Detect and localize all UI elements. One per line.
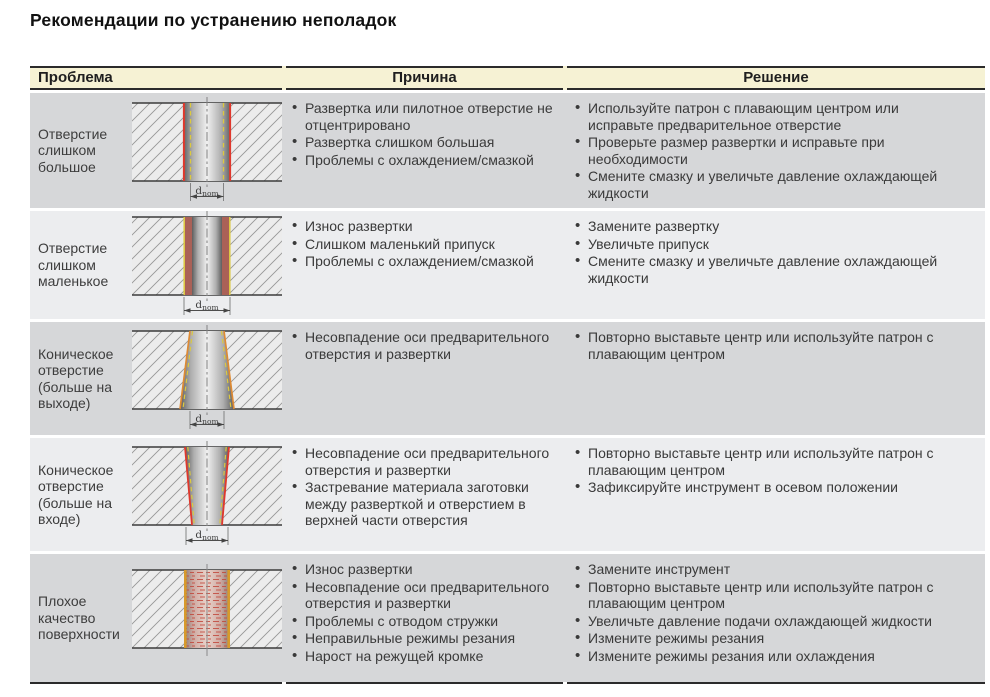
solution-item: • Замените инструмент	[573, 561, 961, 578]
cause-cell	[286, 438, 563, 551]
problem-cell	[30, 93, 282, 208]
solution-cell	[567, 211, 985, 319]
cause-list	[290, 561, 555, 664]
solution-item: • Увеличьте давление подачи охлаждающей жидкости	[573, 613, 961, 630]
cause-item: • Несовпадение оси предварительного отверстия и развертки	[290, 579, 555, 612]
cause-cell	[286, 93, 563, 208]
solution-cell	[567, 322, 985, 435]
svg-text:dnom: $d_{nom}$	[195, 412, 219, 426]
cause-cell	[286, 322, 563, 435]
solution-cell	[567, 438, 985, 551]
table-header-row	[30, 66, 985, 90]
hole-cross-section-diagram	[132, 97, 282, 205]
table-row	[30, 322, 985, 435]
solution-item: • Повторно выставьте центр или используйте патрон с плавающим центром	[573, 329, 961, 362]
svg-text:dnom: $d_{nom}$	[195, 184, 219, 198]
column-header-problem: Проблема	[30, 66, 282, 90]
solution-list	[573, 445, 961, 496]
hole-cross-section-diagram	[132, 211, 282, 319]
table-body	[30, 93, 985, 682]
table-row	[30, 554, 985, 682]
cause-item: • Износ развертки	[290, 218, 555, 235]
cause-item: • Нарост на режущей кромке	[290, 648, 555, 665]
svg-text:dnom: $d_{nom}$	[195, 528, 219, 542]
solution-item: • Измените режимы резания или охлаждения	[573, 648, 961, 665]
solution-item: • Замените развертку	[573, 218, 961, 235]
hole-cross-section-diagram	[132, 564, 282, 672]
solution-cell	[567, 554, 985, 682]
cause-item: • Развертка или пилотное отверстие не отцентрировано	[290, 100, 555, 133]
column-header-cause: Причина	[286, 66, 563, 90]
solution-item: • Повторно выставьте центр или используйте патрон с плавающим центром	[573, 579, 961, 612]
cause-list	[290, 329, 555, 362]
solution-list	[573, 561, 961, 664]
column-header-solution: Решение	[567, 66, 985, 90]
cause-list	[290, 218, 555, 270]
solution-item: • Измените режимы резания	[573, 630, 961, 647]
solution-list	[573, 329, 961, 362]
cause-item: • Несовпадение оси предварительного отверстия и развертки	[290, 445, 555, 478]
cause-list	[290, 445, 555, 529]
cause-cell	[286, 554, 563, 682]
bottom-border-segment	[30, 682, 282, 684]
cause-cell	[286, 211, 563, 319]
solution-list	[573, 100, 961, 201]
cause-item: • Неправильные режимы резания	[290, 630, 555, 647]
table-row	[30, 93, 985, 208]
cause-item: • Износ развертки	[290, 561, 555, 578]
problem-label: Коническое отверстие (больше на входе)	[38, 461, 114, 528]
problem-label: Отверстие слишком маленькое	[38, 240, 109, 290]
cause-item: • Проблемы с охлаждением/смазкой	[290, 253, 555, 270]
cause-item: • Проблемы с отводом стружки	[290, 613, 555, 630]
problem-cell	[30, 322, 282, 435]
problem-label: Плохое качество поверхности	[38, 593, 120, 643]
bottom-border-segment	[567, 682, 985, 684]
cause-item: • Слишком маленький припуск	[290, 236, 555, 253]
solution-item: • Смените смазку и увеличьте давление охлаждающей жидкости	[573, 168, 961, 201]
problem-cell	[30, 554, 282, 682]
page-title: Рекомендации по устранению неполадок	[30, 10, 397, 30]
cause-list	[290, 100, 555, 168]
solution-item: • Повторно выставьте центр или используйте патрон с плавающим центром	[573, 445, 961, 478]
problem-label: Отверстие слишком большое	[38, 125, 108, 175]
table-row	[30, 438, 985, 551]
solution-item: • Проверьте размер развертки и исправьте при необходимости	[573, 134, 961, 167]
solution-item: • Используйте патрон с плавающим центром или исправьте предварительное отверстие	[573, 100, 961, 133]
solution-item: • Увеличьте припуск	[573, 236, 961, 253]
problem-cell	[30, 438, 282, 551]
bottom-border-segment	[286, 682, 563, 684]
cause-item: • Несовпадение оси предварительного отверстия и развертки	[290, 329, 555, 362]
cause-item: • Проблемы с охлаждением/смазкой	[290, 152, 555, 169]
solution-item: • Зафиксируйте инструмент в осевом положении	[573, 479, 961, 496]
solution-item: • Смените смазку и увеличьте давление охлаждающей жидкости	[573, 253, 961, 286]
problem-cell	[30, 211, 282, 319]
solution-list	[573, 218, 961, 286]
svg-text:dnom: $d_{nom}$	[195, 299, 219, 313]
problem-label: Коническое отверстие (больше на выходе)	[38, 345, 114, 412]
hole-cross-section-diagram	[132, 325, 282, 433]
solution-cell	[567, 93, 985, 208]
cause-item: • Развертка слишком большая	[290, 134, 555, 151]
table-bottom-border	[30, 682, 985, 684]
troubleshooting-table	[30, 66, 985, 684]
hole-cross-section-diagram	[132, 441, 282, 549]
cause-item: • Застревание материала заготовки между разверткой и отверстием в верхней части отверстия	[290, 479, 555, 529]
table-row	[30, 211, 985, 319]
